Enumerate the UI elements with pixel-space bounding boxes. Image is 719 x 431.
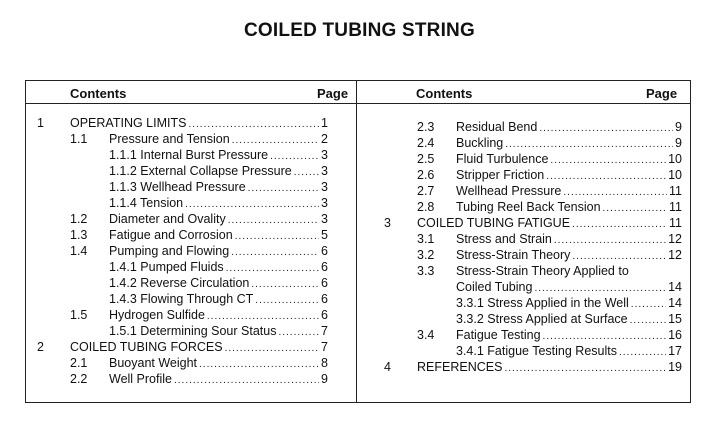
- toc-entry-title: 1.4.2 Reverse Circulation: [109, 276, 250, 290]
- toc-entry-number: 2.7: [417, 184, 435, 198]
- toc-entry-number: 1: [37, 116, 44, 130]
- toc-entry-page: 6: [321, 308, 328, 322]
- toc-entry-title: 1.4.1 Pumped Fluids: [109, 260, 224, 274]
- toc-entry-page: 3: [321, 180, 328, 194]
- toc-entry-title: COILED TUBING FORCES: [70, 340, 223, 354]
- toc-entry-title: 1.5.1 Determining Sour Status: [109, 324, 277, 338]
- toc-entry-number: 1.2: [70, 212, 88, 226]
- toc-entry[interactable]: [0, 151, 719, 167]
- toc-entry[interactable]: [0, 359, 719, 375]
- toc-entry-number: 4: [384, 360, 391, 374]
- toc-entry[interactable]: [0, 295, 719, 311]
- toc-entry-page: 15: [668, 312, 682, 326]
- toc-entry-number: 2: [37, 340, 44, 354]
- toc-entry[interactable]: [0, 231, 719, 247]
- toc-entry-number: 2.1: [70, 356, 88, 370]
- toc-entry-title: COILED TUBING FATIGUE: [417, 216, 571, 230]
- toc-entry-number: 2.2: [70, 372, 88, 386]
- toc-entry-page: 12: [668, 232, 682, 246]
- toc-entry-title: REFERENCES: [417, 360, 503, 374]
- toc-entry-title: 3.3.1 Stress Applied in the Well: [456, 296, 629, 310]
- toc-entry-page: 14: [668, 296, 682, 310]
- toc-entry-page: 10: [668, 168, 682, 182]
- toc-entry-number: 1.1: [70, 132, 88, 146]
- toc-entry-title: Buckling: [456, 136, 504, 150]
- toc-entry-number: 3.2: [417, 248, 435, 262]
- toc-entry[interactable]: [0, 135, 719, 151]
- toc-entry[interactable]: [0, 263, 719, 279]
- left-page-header: Page: [317, 86, 349, 101]
- toc-entry-title: Stress-Strain Theory Applied to: [456, 264, 629, 278]
- toc-entry-title: 3.3.2 Stress Applied at Surface: [456, 312, 628, 326]
- toc-entry-page: 6: [321, 276, 328, 290]
- toc-entry-title: Hydrogen Sulfide: [109, 308, 205, 322]
- toc-entry-title: Fatigue and Corrosion: [109, 228, 233, 242]
- left-header-rule: [25, 103, 356, 104]
- toc-entry-title: Stress-Strain Theory: [456, 248, 571, 262]
- toc-entry[interactable]: [0, 343, 719, 359]
- toc-entry-page: 2: [321, 132, 328, 146]
- right-page-header: Page: [646, 86, 678, 101]
- toc-entry-page: 12: [668, 248, 682, 262]
- left-contents-header: Contents: [70, 86, 127, 101]
- toc-entry-title: Well Profile: [109, 372, 172, 386]
- toc-entry-page: 9: [321, 372, 328, 386]
- toc-entry-title: Wellhead Pressure: [456, 184, 562, 198]
- toc-entry-page: 6: [321, 260, 328, 274]
- toc-entry-page: 6: [321, 292, 328, 306]
- toc-entry-page: 9: [675, 120, 682, 134]
- toc-entry-title: 1.1.4 Tension: [109, 196, 184, 210]
- toc-entry-title: Tubing Reel Back Tension: [456, 200, 601, 214]
- toc-entry-page: 3: [321, 196, 328, 210]
- toc-entry-page: 3: [321, 212, 328, 226]
- toc-entry[interactable]: [0, 311, 719, 327]
- toc-entry-number: 3.1: [417, 232, 435, 246]
- toc-entry-number: 3.4: [417, 328, 435, 342]
- toc-entry-title: Diameter and Ovality: [109, 212, 226, 226]
- toc-entry-page: 11: [669, 184, 682, 198]
- toc-entry-title: Stripper Friction: [456, 168, 545, 182]
- toc-entry[interactable]: [0, 119, 719, 135]
- toc-entry-page: 7: [321, 324, 328, 338]
- toc-entry-page: 14: [668, 280, 682, 294]
- toc-entry-title: OPERATING LIMITS: [70, 116, 187, 130]
- toc-entry-page: 3: [321, 164, 328, 178]
- toc-entry[interactable]: [0, 167, 719, 183]
- toc-entry-number: 3.3: [417, 264, 435, 278]
- toc-entry-page: 7: [321, 340, 328, 354]
- toc-entry[interactable]: [0, 199, 719, 215]
- toc-entry-title: 1.1.3 Wellhead Pressure: [109, 180, 246, 194]
- toc-entry-number: 1.3: [70, 228, 88, 242]
- toc-entry-number: 2.5: [417, 152, 435, 166]
- toc-entry-page: 10: [668, 152, 682, 166]
- toc-entry-title: 1.1.2 External Collapse Pressure: [109, 164, 292, 178]
- toc-entry-title: Residual Bend: [456, 120, 538, 134]
- toc-dot-leader: [174, 373, 319, 389]
- toc-dot-leader: [504, 361, 666, 377]
- toc-entry-leader-line: [417, 359, 682, 377]
- toc-entry[interactable]: [0, 279, 719, 295]
- toc-entry-number: 1.4: [70, 244, 88, 258]
- toc-entry-number: 3: [384, 216, 391, 230]
- toc-entry-title: Coiled Tubing: [456, 280, 533, 294]
- toc-entry-title: 3.4.1 Fatigue Testing Results: [456, 344, 617, 358]
- toc-entry-page: 5: [321, 228, 328, 242]
- toc-entry-page: 6: [321, 244, 328, 258]
- toc-entry-page: 11: [669, 200, 682, 214]
- toc-entry-page: 11: [669, 216, 682, 230]
- toc-entry-title: 1.4.3 Flowing Through CT: [109, 292, 254, 306]
- toc-entry-title: Pumping and Flowing: [109, 244, 230, 258]
- toc-entry-title: Fatigue Testing: [456, 328, 541, 342]
- toc-entry-number: 2.8: [417, 200, 435, 214]
- right-header-rule: [356, 103, 691, 104]
- toc-entry-number: 2.4: [417, 136, 435, 150]
- toc-entry-page: 9: [675, 136, 682, 150]
- toc-entry-page: 3: [321, 148, 328, 162]
- right-contents-header: Contents: [416, 86, 473, 101]
- toc-entry[interactable]: [0, 183, 719, 199]
- toc-entry[interactable]: [0, 215, 719, 231]
- toc-entry-number: 1.5: [70, 308, 88, 322]
- toc-entry-number: 2.3: [417, 120, 435, 134]
- toc-entry-page: 17: [668, 344, 682, 358]
- toc-entry-page: 8: [321, 356, 328, 370]
- toc-entry-number: 2.6: [417, 168, 435, 182]
- toc-entry-page: 16: [668, 328, 682, 342]
- toc-entry-title: 1.1.1 Internal Burst Pressure: [109, 148, 269, 162]
- toc-entry-page: 19: [668, 360, 682, 374]
- toc-entry[interactable]: [0, 247, 719, 263]
- toc-entry-title: Stress and Strain: [456, 232, 552, 246]
- document-title: COILED TUBING STRING: [244, 20, 475, 41]
- toc-entry[interactable]: [0, 327, 719, 343]
- toc-entry-title: Pressure and Tension: [109, 132, 230, 146]
- toc-entry-page: 1: [321, 116, 328, 130]
- toc-entry-title: Buoyant Weight: [109, 356, 198, 370]
- toc-entry-title: Fluid Turbulence: [456, 152, 549, 166]
